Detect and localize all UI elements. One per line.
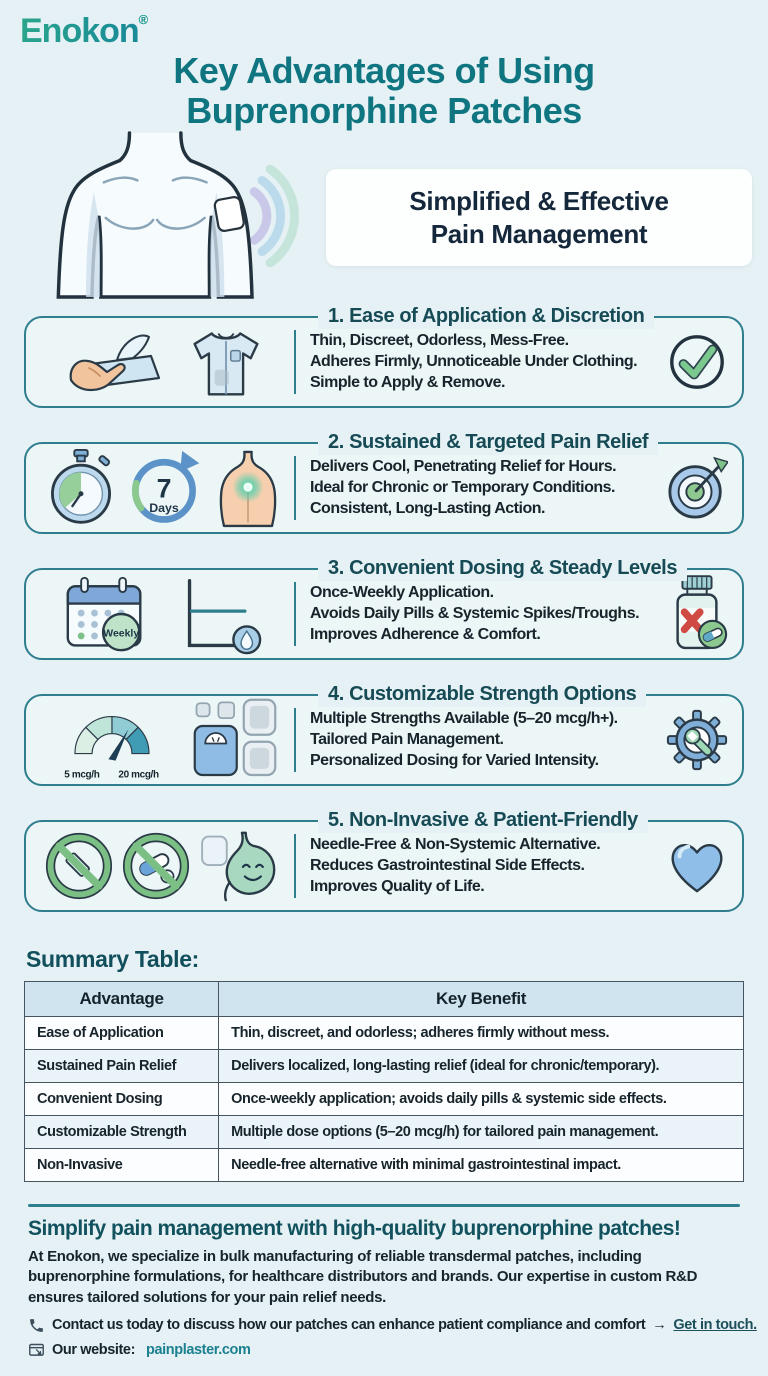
contact-line	[28, 1317, 757, 1334]
benefit-line: Adheres Firmly, Unnoticeable Under Clothing.	[310, 352, 638, 370]
table-cell: Convenient Dosing	[25, 1082, 219, 1115]
benefit-line: Improves Adherence & Comfort.	[310, 625, 541, 643]
card-benefits	[294, 330, 662, 394]
registered-mark: ®	[138, 12, 148, 27]
check-circle-icon	[666, 331, 728, 393]
shirt-icon	[187, 324, 265, 400]
advantage-card-3	[24, 556, 744, 660]
benefit-line: Personalized Dosing for Varied Intensity.	[310, 751, 599, 769]
dose-gauge-icon	[43, 698, 181, 782]
benefit-line: Improves Quality of Life.	[310, 877, 485, 895]
pill-bottle-avoid-icon	[665, 573, 729, 655]
back-pain-glow-icon	[211, 448, 285, 528]
calendar-weekly-icon	[59, 573, 151, 655]
card-title: 3. Convenient Dosing & Steady Levels	[318, 555, 687, 581]
benefit-line: Consistent, Long-Lasting Action.	[310, 499, 545, 517]
footer-heading: Simplify pain management with high-quality buprenorphine patches!	[28, 1216, 681, 1240]
benefit-line: Tailored Pain Management.	[310, 730, 504, 748]
gear-wrench-icon	[664, 707, 730, 773]
phone-icon	[28, 1317, 45, 1334]
benefit-line: Thin, Discreet, Odorless, Mess-Free.	[310, 331, 569, 349]
table-cell: Once-weekly application; avoids daily pills & systemic side effects.	[219, 1082, 744, 1115]
benefit-line: Ideal for Chronic or Temporary Conditions.	[310, 478, 615, 496]
summary-heading: Summary Table:	[26, 945, 200, 972]
tagline-card: Simplified & Effective Pain Management	[326, 169, 752, 266]
card-title: 4. Customizable Strength Options	[318, 681, 646, 707]
hand-peel-patch-icon	[63, 326, 163, 398]
card-benefits	[294, 582, 662, 646]
no-syringe-icon	[43, 830, 115, 902]
table-header-advantage: Advantage	[25, 981, 219, 1016]
advantage-card-5	[24, 808, 744, 912]
table-cell: Non-Invasive	[25, 1148, 219, 1181]
target-arrow-icon	[666, 456, 728, 520]
table-cell: Customizable Strength	[25, 1115, 219, 1148]
footer-divider	[28, 1204, 740, 1207]
heart-icon	[666, 837, 728, 895]
torso-patch-illustration	[14, 131, 326, 304]
card-benefits	[294, 456, 662, 520]
contact-text: Contact us today to discuss how our patches can enhance patient compliance and comfort	[52, 1317, 646, 1334]
benefit-line: Needle-Free & Non-Systemic Alternative.	[310, 835, 601, 853]
table-cell: Thin, discreet, and odorless; adheres firmly without mess.	[219, 1016, 744, 1049]
advantage-card-1	[24, 304, 744, 408]
benefit-line: Avoids Daily Pills & Systemic Spikes/Troughs.	[310, 604, 640, 622]
transdermal-patch	[214, 196, 245, 232]
svg-text:Weekly: Weekly	[103, 628, 140, 640]
hero-section	[14, 134, 752, 302]
table-row	[25, 1148, 744, 1181]
table-cell: Delivers localized, long-lasting relief (ideal for chronic/temporary).	[219, 1049, 744, 1082]
table-row	[25, 1115, 744, 1148]
patch-sizes-icon	[185, 698, 285, 782]
contact-arrow: →	[652, 1317, 667, 1334]
svg-text:Days: Days	[149, 500, 179, 515]
patch-stomach-icon	[197, 829, 285, 903]
card-title: 1. Ease of Application & Discretion	[318, 303, 654, 329]
table-row	[25, 1082, 744, 1115]
card-benefits	[294, 708, 662, 772]
summary-section	[24, 946, 744, 1182]
no-pills-icon	[120, 830, 192, 902]
footer-paragraph: At Enokon, we specialize in bulk manufacturing of reliable transdermal patches, including buprenorphine formulations, for healthcare distributors and brands. Our expertise in custom R&D ensures tailored solutions for your pain relief needs.	[28, 1247, 698, 1306]
card-title: 5. Non-Invasive & Patient-Friendly	[318, 807, 648, 833]
website-label: Our website:	[52, 1342, 136, 1359]
steady-level-chart-icon	[173, 573, 269, 655]
svg-text:20 mcg/h: 20 mcg/h	[118, 769, 159, 781]
advantage-card-2	[24, 430, 744, 534]
card-title: 2. Sustained & Targeted Pain Relief	[318, 429, 658, 455]
ripple-waves	[254, 169, 294, 263]
website-link[interactable]: painplaster.com	[146, 1342, 251, 1359]
brand-logo: Enokon®	[20, 12, 148, 50]
browser-icon	[28, 1342, 45, 1359]
table-cell: Multiple dose options (5–20 mcg/h) for tailored pain management.	[219, 1115, 744, 1148]
table-cell: Ease of Application	[25, 1016, 219, 1049]
table-cell: Needle-free alternative with minimal gastrointestinal impact.	[219, 1148, 744, 1181]
page-title: Key Advantages of Using Buprenorphine Patches	[173, 50, 595, 132]
svg-text:5 mcg/h: 5 mcg/h	[63, 769, 100, 781]
footer	[28, 1216, 757, 1359]
stopwatch-icon	[44, 448, 118, 528]
advantage-cards	[0, 304, 768, 912]
table-row	[25, 1016, 744, 1049]
advantage-card-4	[24, 682, 744, 786]
benefit-line: Simple to Apply & Remove.	[310, 373, 505, 391]
benefit-line: Reduces Gastrointestinal Side Effects.	[310, 856, 585, 874]
svg-text:7: 7	[156, 473, 172, 504]
table-row	[25, 1049, 744, 1082]
benefit-line: Multiple Strengths Available (5–20 mcg/h+).	[310, 709, 618, 727]
benefit-line: Once-Weekly Application.	[310, 583, 494, 601]
get-in-touch-link[interactable]: Get in touch.	[673, 1317, 757, 1334]
summary-table	[24, 981, 744, 1182]
header	[0, 0, 768, 51]
table-cell: Sustained Pain Relief	[25, 1049, 219, 1082]
benefit-line: Delivers Cool, Penetrating Relief for Hours.	[310, 457, 617, 475]
table-header-benefit: Key Benefit	[219, 981, 744, 1016]
seven-days-cycle-icon	[123, 447, 205, 529]
website-line	[28, 1342, 740, 1359]
card-benefits	[294, 834, 662, 898]
